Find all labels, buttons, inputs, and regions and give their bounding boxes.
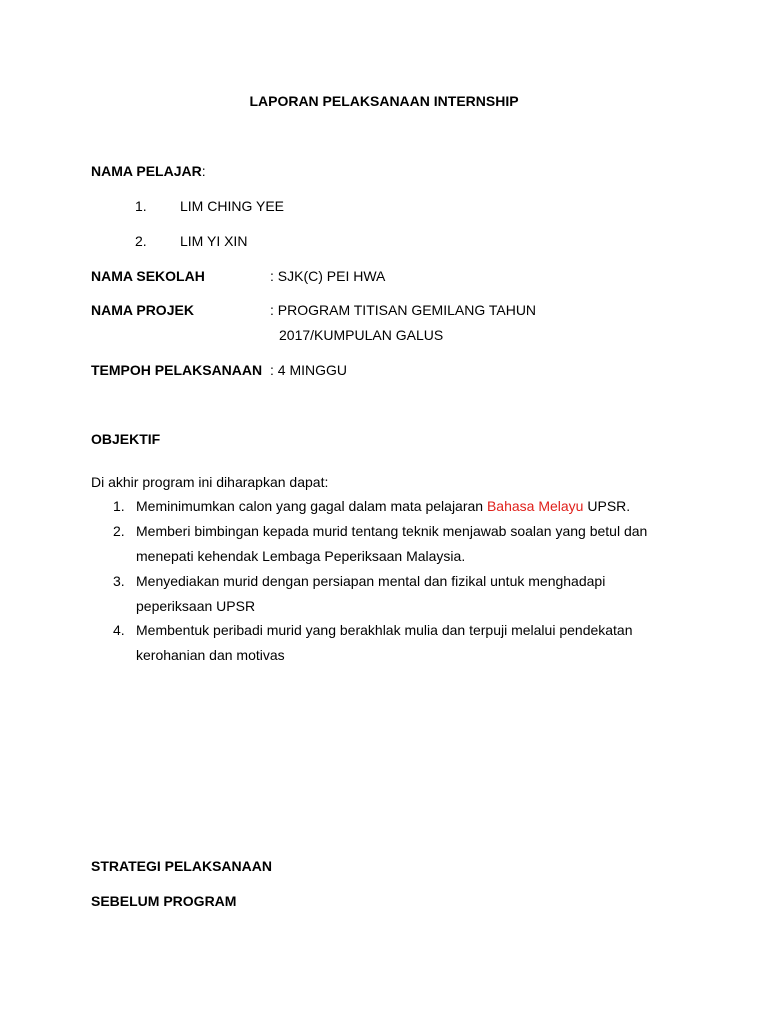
student-name-1: LIM CHING YEE [180,198,284,214]
project-value-line2: 2017/KUMPULAN GALUS [279,327,444,343]
school-value: : SJK(C) PEI HWA [270,268,386,284]
duration-label: TEMPOH PELAKSANAAN [91,362,263,378]
project-label: NAMA PROJEK [91,302,194,318]
strategy-heading: STRATEGI PELAKSANAAN [91,858,272,874]
student-name-2: LIM YI XIN [180,233,248,249]
students-colon: : [201,163,206,179]
duration-value: : 4 MINGGU [270,362,348,378]
school-label: NAMA SEKOLAH [91,268,205,284]
objective-number-1: 1. [113,498,125,514]
students-label: NAMA PELAJAR [91,163,202,179]
objective-item-1 [136,497,630,515]
objective-4-line1: Membentuk peribadi murid yang berakhlak mulia dan terpuji melalui pendekatan [136,622,633,638]
objective-number-4: 4. [113,622,125,638]
objective-3-line1: Menyediakan murid dengan persiapan mental dan fizikal untuk menghadapi [136,573,606,589]
objective-number-2: 2. [113,523,125,539]
objectives-intro: Di akhir program ini diharapkan dapat: [91,474,329,490]
students-label-row [91,162,206,180]
objective-2-line2: menepati kehendak Lembaga Peperiksaan Malaysia. [136,548,466,564]
document-title: LAPORAN PELAKSANAAN INTERNSHIP [249,93,519,109]
project-value-line1: : PROGRAM TITISAN GEMILANG TAHUN [270,302,537,318]
student-number-2: 2. [135,233,147,249]
objective-1-text-post: UPSR. [583,498,631,514]
objective-1-highlight: Bahasa Melayu [486,498,584,514]
objective-4-line2: kerohanian dan motivas [136,647,285,663]
before-program-heading: SEBELUM PROGRAM [91,893,237,909]
objective-2-line1: Memberi bimbingan kepada murid tentang teknik menjawab soalan yang betul dan [136,523,648,539]
objectives-heading: OBJEKTIF [91,431,161,447]
objective-1-text-pre: Meminimumkan calon yang gagal dalam mata pelajaran [136,498,487,514]
student-number-1: 1. [135,198,147,214]
objective-3-line2: peperiksaan UPSR [136,598,256,614]
objective-number-3: 3. [113,573,125,589]
